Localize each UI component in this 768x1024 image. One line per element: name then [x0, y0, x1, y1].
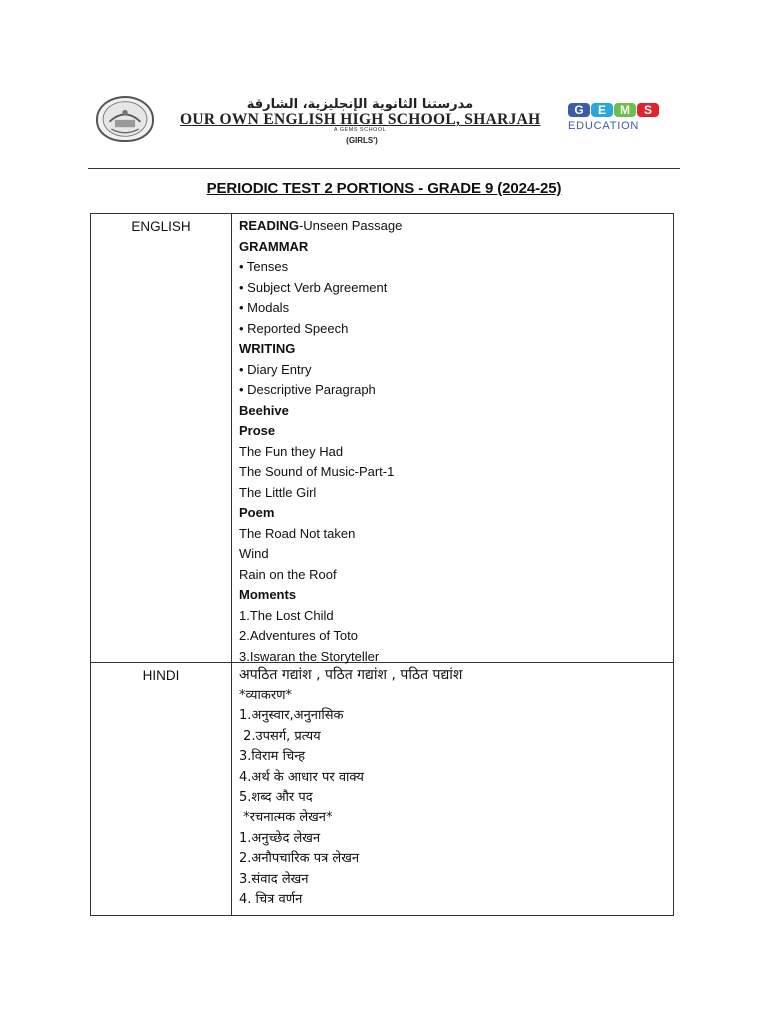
list-item-heading: Moments [239, 587, 297, 602]
header-divider [88, 168, 680, 169]
list-item [239, 237, 673, 258]
list-item: 4.अर्थ के आधार पर वाक्य [239, 769, 364, 785]
list-item-text: 2.Adventures of Toto [239, 628, 359, 643]
list-item-text: • Diary Entry [239, 361, 312, 377]
list-item-heading: WRITING [239, 341, 296, 356]
list-item [239, 462, 673, 483]
list-item: 5.शब्द और पद [239, 790, 313, 806]
list-item: 3.विराम चिन्ह [239, 749, 306, 765]
list-item [239, 483, 673, 504]
list-item: 1.अनुस्वार,अनुनासिक [239, 708, 344, 724]
list-item: *रचनात्मक लेखन* [239, 810, 333, 826]
list-item-text: 1.The Lost Child [239, 607, 334, 623]
school-name-arabic: مدرستنا الثانوية الإنجليزية، الشارقة [246, 98, 474, 112]
table-row-hindi [91, 663, 674, 916]
document-header [0, 0, 768, 170]
table-row-english [91, 214, 674, 663]
girls-label: (GIRLS') [346, 136, 378, 145]
list-item-text: The Road Not taken [239, 525, 356, 541]
gems-letter: M [614, 103, 636, 117]
list-item-heading: GRAMMAR [239, 238, 309, 254]
list-item: 2.अनौपचारिक पत्र लेखन [239, 851, 360, 867]
list-item: 2.उपसर्ग, प्रत्यय [239, 728, 321, 744]
list-item-text: • Descriptive Paragraph [239, 382, 376, 397]
list-item-heading: Poem [239, 505, 275, 520]
list-item [239, 380, 673, 401]
list-item-heading: READING [239, 218, 299, 233]
list-item-text: 3.Iswaran the Storyteller [239, 648, 380, 664]
list-item [239, 442, 673, 463]
hindi-portion-list [239, 665, 673, 915]
list-item-text: The Sound of Music-Part-1 [239, 464, 395, 479]
list-item [239, 401, 673, 422]
list-item [239, 606, 673, 627]
list-item [239, 524, 673, 545]
document-title: PERIODIC TEST 2 PORTIONS - GRADE 9 (2024-25) [206, 180, 562, 197]
list-item: अपठित गद्यांश , पठित गद्यांश , पठित पद्यांश [239, 667, 463, 683]
list-item [239, 503, 673, 524]
list-item [239, 278, 673, 299]
english-portion-list [239, 216, 673, 662]
portions-table [90, 213, 674, 916]
list-item-text: • Reported Speech [239, 320, 349, 336]
list-item [239, 216, 673, 237]
list-item [239, 319, 673, 340]
list-item [239, 360, 673, 381]
list-item [239, 339, 673, 360]
list-item-text: • Tenses [239, 259, 289, 274]
list-item [239, 585, 673, 606]
gems-education-logo [568, 103, 672, 131]
list-item: 1.अनुच्छेद लेखन [239, 830, 321, 846]
gems-wordmark [568, 103, 672, 119]
list-item-text: • Modals [239, 300, 290, 315]
gems-education-text: EDUCATION [568, 120, 640, 132]
list-item [239, 544, 673, 565]
list-item [239, 298, 673, 319]
list-item-text: The Fun they Had [239, 443, 344, 459]
school-subtitle: A GEMS SCHOOL [333, 127, 387, 133]
content-cell-hindi [232, 663, 674, 916]
list-item: *व्याकरण* [239, 688, 293, 703]
list-item-text: • Subject Verb Agreement [239, 279, 388, 295]
list-item: 3.संवाद लेखन [239, 871, 309, 887]
list-item-heading: Beehive [239, 402, 289, 418]
list-item-text: Wind [239, 546, 269, 561]
subject-cell-english: ENGLISH [91, 214, 232, 663]
school-name-block [180, 98, 540, 133]
list-item [239, 421, 673, 442]
school-name: OUR OWN ENGLISH HIGH SCHOOL, SHARJAH [180, 111, 541, 128]
list-item [239, 257, 673, 278]
list-item: 4. चित्र वर्णन [239, 892, 303, 908]
list-item [239, 626, 673, 647]
list-item-text: -Unseen Passage [298, 218, 403, 233]
list-item [239, 565, 673, 586]
content-cell-english [232, 214, 674, 663]
list-item-heading: Prose [239, 423, 276, 438]
subject-cell-hindi: HINDI [91, 663, 232, 916]
list-item-text: Rain on the Roof [239, 566, 337, 582]
gems-letter: S [637, 103, 659, 117]
gems-letter: E [591, 103, 613, 117]
gems-letter: G [568, 103, 590, 117]
list-item-text: The Little Girl [239, 484, 317, 500]
school-crest-logo [96, 96, 154, 142]
